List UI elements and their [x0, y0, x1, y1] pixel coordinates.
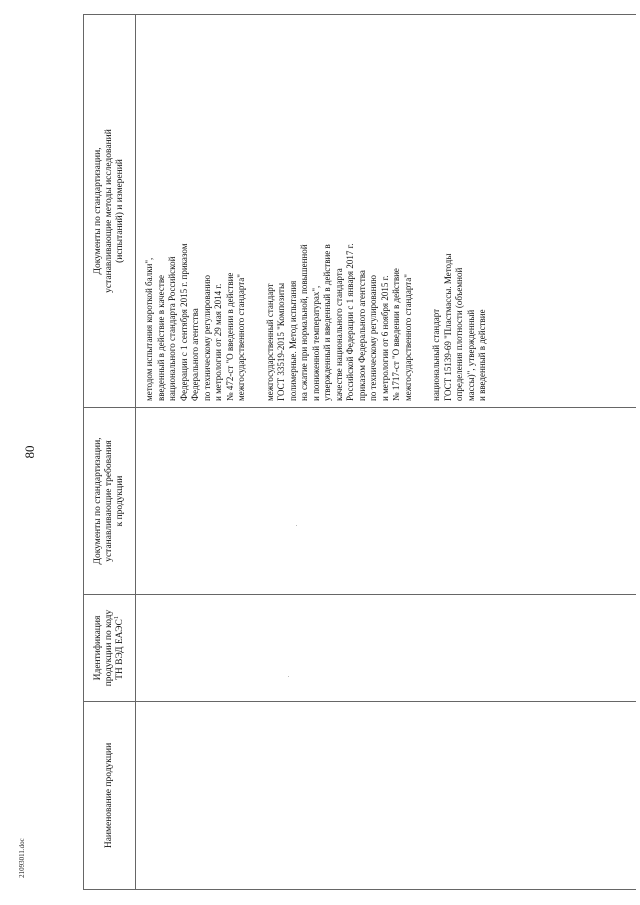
- header-tn-ved-code: [84, 595, 136, 702]
- cell-product-requirements: [136, 408, 637, 595]
- cell-test-methods: [136, 15, 637, 408]
- scan-artifact: [296, 525, 297, 526]
- standards-table-rotated: [83, 15, 638, 890]
- header-test-methods-label: Документы по стандартизации, устанавливающие методы исследований (испытаний) и измерений: [93, 129, 125, 293]
- cell-tn-ved-code: [136, 595, 637, 702]
- scan-artifact: [288, 676, 289, 677]
- header-product-requirements: [84, 408, 136, 595]
- standard-entry: методом испытания короткой балки", введенный в действие в качестве национального стандарта Российской Федерации с 1 сентября 2015 г. приказом Федерального агентства по техническому регулированию и метрологии от 29 мая 2014 г. № 472-ст "О введении в действие межгосударственного стандарта": [144, 243, 246, 401]
- standards-table: [83, 14, 636, 890]
- page-number: 80: [22, 445, 37, 459]
- header-product-requirements-label: Документы по стандартизации, устанавливающие требования к продукции: [93, 437, 125, 565]
- header-test-methods: [84, 15, 136, 408]
- standard-entry: национальный стандарт ГОСТ 15139-69 "Пластмассы. Методы определения плотности (объемной массы)", утвержденный и введенный в действие: [431, 253, 487, 401]
- table-row: [136, 15, 637, 890]
- header-tn-ved-code-label: Идентификация продукции по коду ТН ВЭД ЕАЭС: [93, 609, 125, 687]
- header-product-name-label: Наименование продукции: [104, 742, 114, 849]
- document-id: 21093011.doc: [18, 838, 26, 878]
- cell-product-name: [136, 702, 637, 890]
- header-product-name: [84, 702, 136, 890]
- table-header-row: [84, 15, 136, 890]
- standard-entry: межгосударственный стандарт ГОСТ 33519-2015 "Композиты полимерные. Метод испытания на сжатие при нормальной, повышенной и пониженной температурах", утвержденный и введенный в действие в качестве национального стандарта Российской Федерации с 1 января 2017 г. приказом Федерального агентства по техническому регулированию и метрологии от 6 ноября 2015 г. № 1717-ст "О введении в действие межгосударственного стандарта": [264, 243, 413, 401]
- footnote-marker: 1: [113, 616, 120, 620]
